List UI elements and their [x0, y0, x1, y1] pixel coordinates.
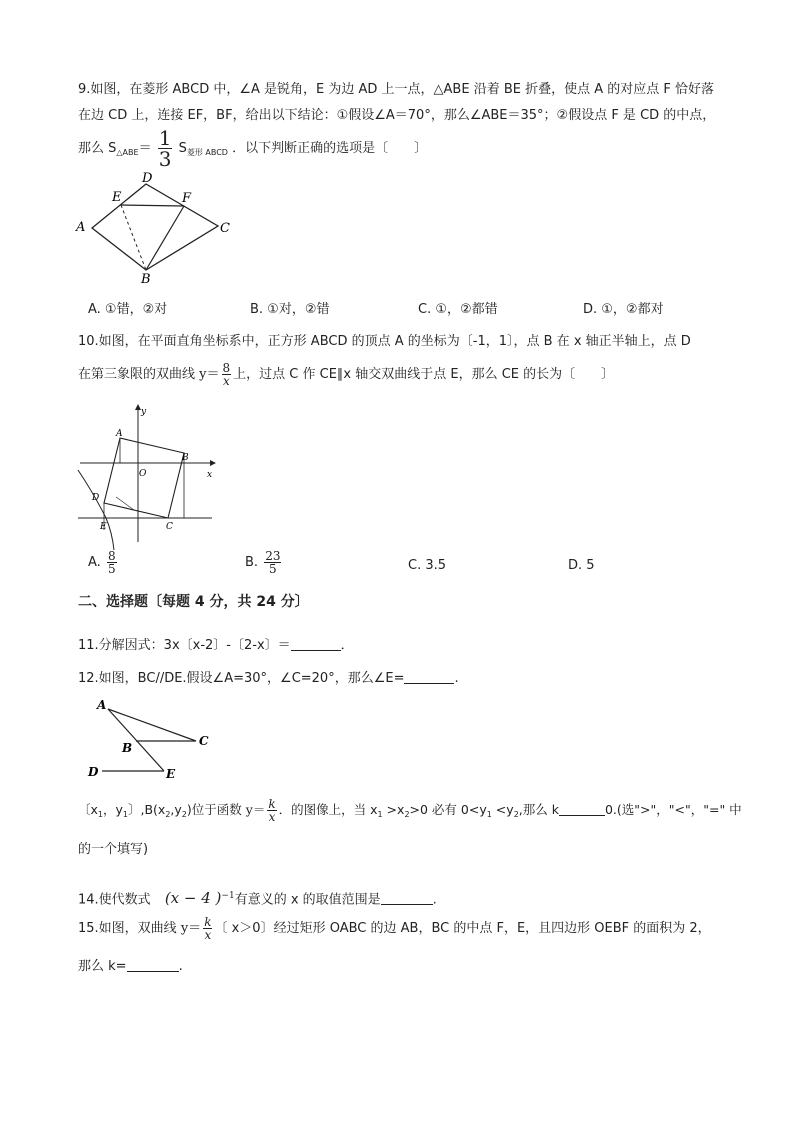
q12-end: .	[454, 671, 459, 686]
q9-line-bf	[146, 206, 184, 270]
q13-frac-den: x	[268, 810, 276, 824]
q13-frac-num: k	[268, 797, 276, 811]
q10-line1: 10.如图，在平面直角坐标系中，正方形 ABCD 的顶点 A 的坐标为〔-1，1〕，点 B 在 x 轴正半轴上，点 D	[78, 334, 691, 349]
q10-line2	[78, 362, 614, 387]
q12-label-e: E	[166, 767, 176, 781]
q10-coordinate-figure	[72, 402, 222, 552]
q9-eq: ＝	[138, 141, 152, 156]
q15-answer-blank[interactable]	[127, 959, 179, 972]
q15-text-pre2: 那么 k=	[78, 959, 127, 974]
q10-opt-a-fraction	[107, 550, 117, 575]
q12-parallel-figure	[84, 694, 224, 786]
q10-opt-b-den: 5	[269, 562, 277, 576]
q9-label-d: D	[142, 171, 153, 186]
q10-x-arrow	[210, 460, 216, 466]
q13-s6: 2	[404, 810, 410, 819]
q10-opt-b-num: 23	[265, 549, 281, 563]
q13-t2: ，y	[103, 802, 123, 817]
q12-text: 12.如图，BC//DE.假设∠A=30°，∠C=20°，那么∠E=	[78, 671, 405, 686]
q9-sub-abe: △ABE	[116, 148, 139, 157]
q10-label-x: x	[207, 470, 213, 480]
q9-frac-num: 1	[158, 126, 172, 150]
q12-label-d: D	[88, 765, 99, 779]
q9-label-a: A	[76, 220, 86, 235]
q9-label-e: E	[112, 190, 122, 205]
q9-label-b: B	[141, 272, 151, 287]
q10-hyperbola	[78, 470, 114, 550]
q10-fraction	[222, 362, 232, 387]
q14-answer-blank[interactable]	[381, 892, 433, 905]
q10-label-o: O	[139, 469, 147, 479]
q9-text-post: ．以下判断正确的选项是〔 〕	[232, 141, 428, 156]
q14-expression: (x − 4 )	[164, 889, 222, 908]
q12-line-ae	[108, 709, 164, 771]
q10-text-post: 上，过点 C 作 CE∥x 轴交双曲线于点 E，那么 CE 的长为〔 〕	[233, 367, 615, 382]
q13-fraction	[267, 798, 276, 823]
q14-text-pre: 14.使代数式	[78, 892, 151, 908]
q13-s1: 1	[97, 810, 103, 819]
q9-line3	[78, 128, 427, 169]
q13-s5: 1	[377, 810, 383, 819]
q9-text-pre: 那么 S	[78, 141, 117, 156]
q13-s7: 1	[486, 810, 492, 819]
q9-line2: 在边 CD 上，连接 EF，BF，给出以下结论：①假设∠A＝70°，那么∠ABE＝35°；②假设点 F 是 CD 的中点，	[78, 108, 716, 123]
q10-frac-den: x	[222, 374, 230, 388]
q10-option-d[interactable]: D. 5	[568, 558, 595, 573]
q10-label-b: B	[182, 453, 189, 463]
q13-s3: 2	[165, 810, 171, 819]
q12-label-a: A	[97, 698, 107, 712]
q9-s: S	[178, 141, 187, 156]
q12	[78, 667, 459, 686]
q10-label-a: A	[116, 429, 123, 439]
q14	[78, 884, 437, 912]
q13-t8: >0 必有 0<y	[409, 802, 487, 817]
q10-opt-a-num: 8	[107, 549, 116, 563]
q13-s2: 1	[122, 810, 128, 819]
q14-exponent: −1	[221, 891, 235, 901]
section-heading: 二、选择题〔每题 4 分，共 24 分〕	[78, 594, 309, 610]
q15-line2	[78, 955, 183, 974]
q10-opt-b-fraction	[264, 550, 281, 575]
q10-label-e: E	[100, 522, 107, 532]
q9-option-b[interactable]: B. ①对，②错	[250, 302, 330, 317]
q10-option-b[interactable]	[245, 550, 283, 575]
q10-opt-b-label: B.	[245, 555, 259, 570]
q13-t1: 〔x	[78, 802, 98, 817]
q11	[78, 634, 354, 653]
q13-t3: 〕,B(x	[128, 802, 166, 817]
q10-opt-a-den: 5	[107, 562, 116, 576]
q10-label-y: y	[141, 407, 147, 417]
q15-condition: 〔 x＞0〕经过矩形 OABC 的边 AB，BC 的中点 F，E，且四边形 OEBF 的面积为 2，	[214, 921, 711, 936]
q9-option-c[interactable]: C. ①，②都错	[418, 302, 498, 317]
q15-y-eq: y＝	[180, 921, 202, 936]
q10-label-c: C	[166, 522, 173, 532]
q9-rhombus-figure	[70, 168, 240, 288]
q13-t4: ,y	[170, 802, 182, 817]
q15-line1	[78, 916, 711, 941]
q9-option-a[interactable]: A. ①错，②对	[88, 302, 168, 317]
q15-frac-den: x	[204, 928, 212, 942]
q11-end: ．	[340, 638, 354, 653]
q13-line1	[78, 798, 742, 826]
q15-frac-num: k	[204, 915, 212, 929]
q15-fraction	[203, 916, 212, 941]
q11-answer-blank[interactable]	[291, 638, 341, 651]
q9-line-ef	[121, 205, 184, 206]
q13-y-eq: y＝	[245, 802, 266, 817]
q13-s4: 2	[181, 810, 187, 819]
q9-label-c: C	[220, 221, 230, 236]
q12-label-c: C	[199, 734, 209, 748]
q9-option-d[interactable]: D. ①，②都对	[583, 302, 664, 317]
q9-frac-den: 3	[158, 147, 172, 171]
q13-t10: ,那么 k	[518, 802, 559, 817]
q10-text-pre: 在第三象限的双曲线	[78, 367, 196, 382]
q9-label-f: F	[182, 191, 192, 206]
q15-text-pre: 15.如图，双曲线	[78, 921, 177, 936]
q10-frac-num: 8	[222, 361, 231, 375]
q13-t9: <y	[491, 802, 514, 817]
q13-answer-blank[interactable]	[559, 803, 605, 816]
q9-line1: 9.如图，在菱形 ABCD 中，∠A 是锐角，E 为边 AD 上一点，△ABE 沿着 BE 折叠，使点 A 的对应点 F 恰好落	[78, 82, 714, 97]
q9-sub-rhombus: 菱形 ABCD	[186, 148, 228, 157]
q10-option-c[interactable]: C. 3.5	[408, 558, 447, 573]
q10-y-eq: y＝	[199, 367, 220, 382]
q15-end: .	[178, 959, 183, 974]
q14-text-post: 有意义的 x 的取值范围是	[234, 892, 381, 908]
q10-label-d: D	[92, 493, 100, 503]
q13-s8: 2	[513, 810, 519, 819]
q10-opt-a-label: A.	[88, 555, 101, 570]
q9-fraction	[158, 128, 173, 169]
q11-text: 11.分解因式：3x〔x-2〕-〔2-x〕＝	[78, 638, 291, 653]
q12-label-b: B	[122, 741, 133, 755]
q13-t11: 0.(选">"，"<"，"=" 中	[604, 802, 742, 817]
q13-line2: 的一个填写)	[78, 842, 149, 857]
q13-t6: ．的图像上，当 x	[278, 802, 378, 817]
q12-answer-blank[interactable]	[404, 671, 454, 684]
q14-end: .	[432, 892, 437, 908]
q13-t7: >x	[382, 802, 405, 817]
q9-rhombus	[92, 184, 218, 270]
q12-line-ac	[108, 709, 196, 741]
q13-t5: )位于函数	[186, 802, 242, 817]
q10-option-a[interactable]	[88, 550, 119, 575]
